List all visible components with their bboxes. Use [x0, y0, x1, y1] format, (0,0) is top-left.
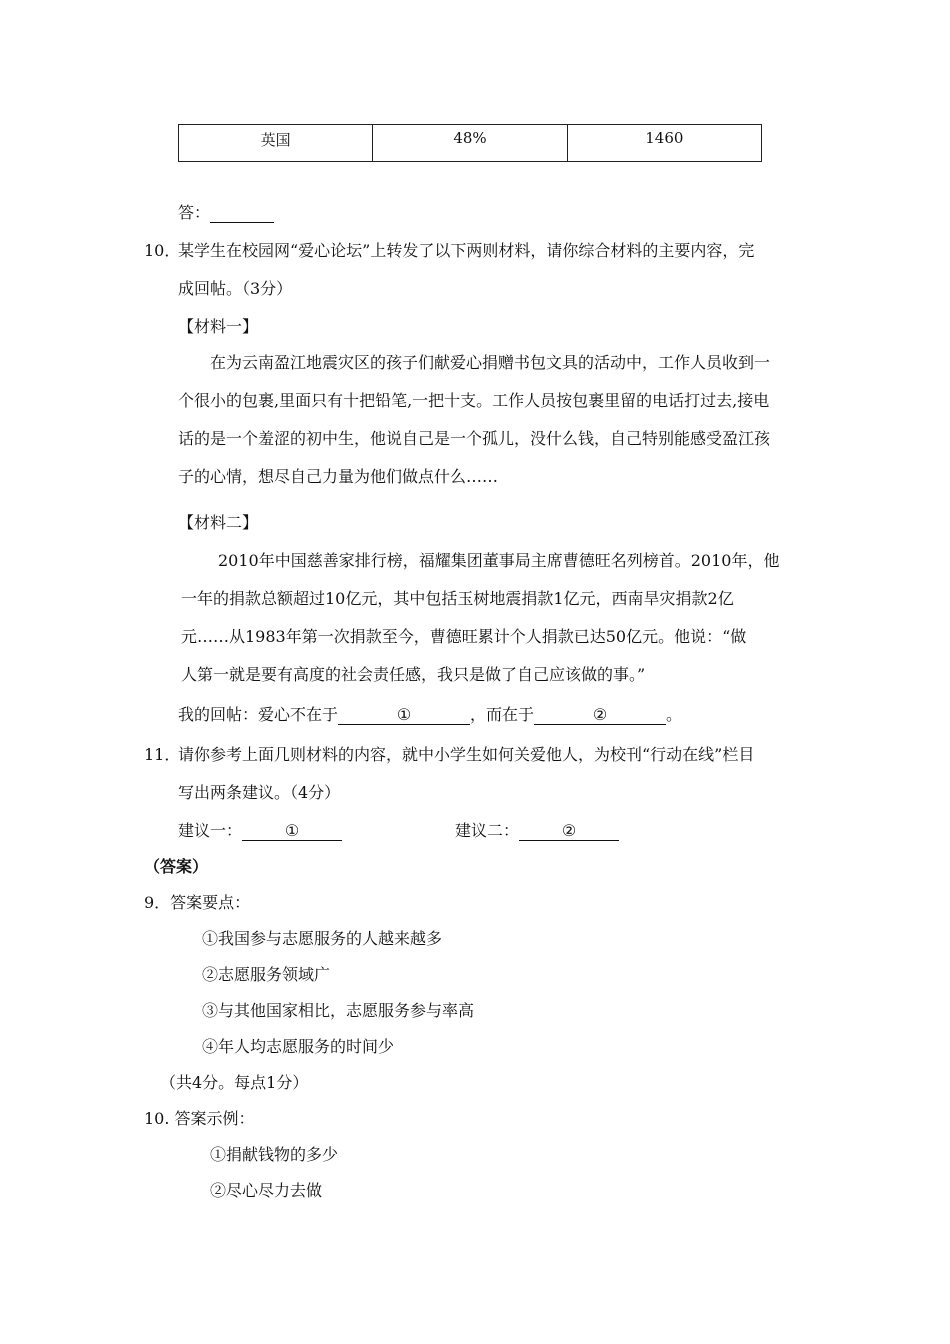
answer-q9-score: （共4分。每点1分） — [160, 1073, 309, 1092]
reply-suffix: 。 — [666, 705, 683, 724]
material2-title: 【材料二】 — [178, 513, 259, 532]
q9-answer-blank[interactable] — [210, 204, 274, 223]
answer-q9-point: ①我国参与志愿服务的人越来越多 — [202, 929, 443, 948]
material1-line: 个很小的包裹,里面只有十把铅笔,一把十支。工作人员按包裹里留的电话打过去,接电 — [178, 391, 770, 410]
material2-line: 一年的捐款总额超过10亿元，其中包括玉树地震捐款1亿元，西南旱灾捐款2亿 — [181, 589, 734, 608]
answer-q9-point: ④年人均志愿服务的时间少 — [202, 1037, 395, 1056]
table-cell-rate: 48% — [373, 125, 567, 162]
suggestion2-blank[interactable]: ② — [519, 822, 619, 841]
answer-q9-title: 9．答案要点： — [144, 893, 251, 912]
q10-number: 10． — [144, 241, 181, 260]
material2-line: 2010年中国慈善家排行榜，福耀集团董事局主席曹德旺名列榜首。2010年，他 — [218, 551, 780, 570]
suggestion1-label: 建议一： — [178, 821, 243, 840]
q10-prompt-line2: 成回帖。（3分） — [178, 279, 293, 298]
answer-q10-point: ②尽心尽力去做 — [210, 1181, 323, 1200]
answer-q9-point: ③与其他国家相比，志愿服务参与率高 — [202, 1001, 475, 1020]
material1-line: 话的是一个羞涩的初中生，他说自己是一个孤儿，没什么钱，自己特别能感受盈江孩 — [178, 429, 771, 448]
reply-blank-1[interactable]: ① — [338, 706, 470, 725]
q11-suggestion-2 — [455, 818, 619, 841]
q9-answer-label: 答： — [178, 203, 211, 222]
q10-prompt-line1: 某学生在校园网“爱心论坛”上转发了以下两则材料，请你综合材料的主要内容，完 — [178, 241, 755, 260]
q11-number: 11． — [144, 745, 181, 764]
table-row — [179, 125, 762, 162]
q11-prompt-line1: 请你参考上面几则材料的内容，就中小学生如何关爱他人，为校刊“行动在线”栏目 — [178, 745, 755, 764]
reply-prefix: 我的回帖：爱心不在于 — [178, 705, 339, 724]
suggestion1-blank[interactable]: ① — [242, 822, 342, 841]
survey-table — [178, 124, 762, 162]
q11-suggestion-1 — [178, 818, 342, 841]
answer-q9-point: ②志愿服务领域广 — [202, 965, 331, 984]
q9-answer-line — [178, 200, 274, 223]
suggestion2-label: 建议二： — [455, 821, 520, 840]
material1-line: 子的心情，想尽自己力量为他们做点什么…… — [178, 467, 499, 486]
material1-title: 【材料一】 — [178, 317, 259, 336]
q10-reply-line — [178, 702, 682, 725]
answer-q10-title: 10. 答案示例： — [144, 1109, 255, 1128]
material1-line: 在为云南盈江地震灾区的孩子们献爱心捐赠书包文具的活动中，工作人员收到一 — [210, 353, 771, 372]
table-cell-hours: 1460 — [567, 125, 761, 162]
q11-prompt-line2: 写出两条建议。（4分） — [178, 783, 341, 802]
answers-heading: （答案） — [144, 857, 209, 876]
answer-q10-point: ①捐献钱物的多少 — [210, 1145, 339, 1164]
material2-line: 人第一就是要有高度的社会责任感，我只是做了自己应该做的事。” — [181, 665, 646, 684]
material2-line: 元……从1983年第一次捐款至今，曹德旺累计个人捐款已达50亿元。他说：“做 — [181, 627, 747, 646]
table-cell-country: 英国 — [179, 125, 373, 162]
reply-middle: ，而在于 — [470, 705, 535, 724]
reply-blank-2[interactable]: ② — [534, 706, 666, 725]
